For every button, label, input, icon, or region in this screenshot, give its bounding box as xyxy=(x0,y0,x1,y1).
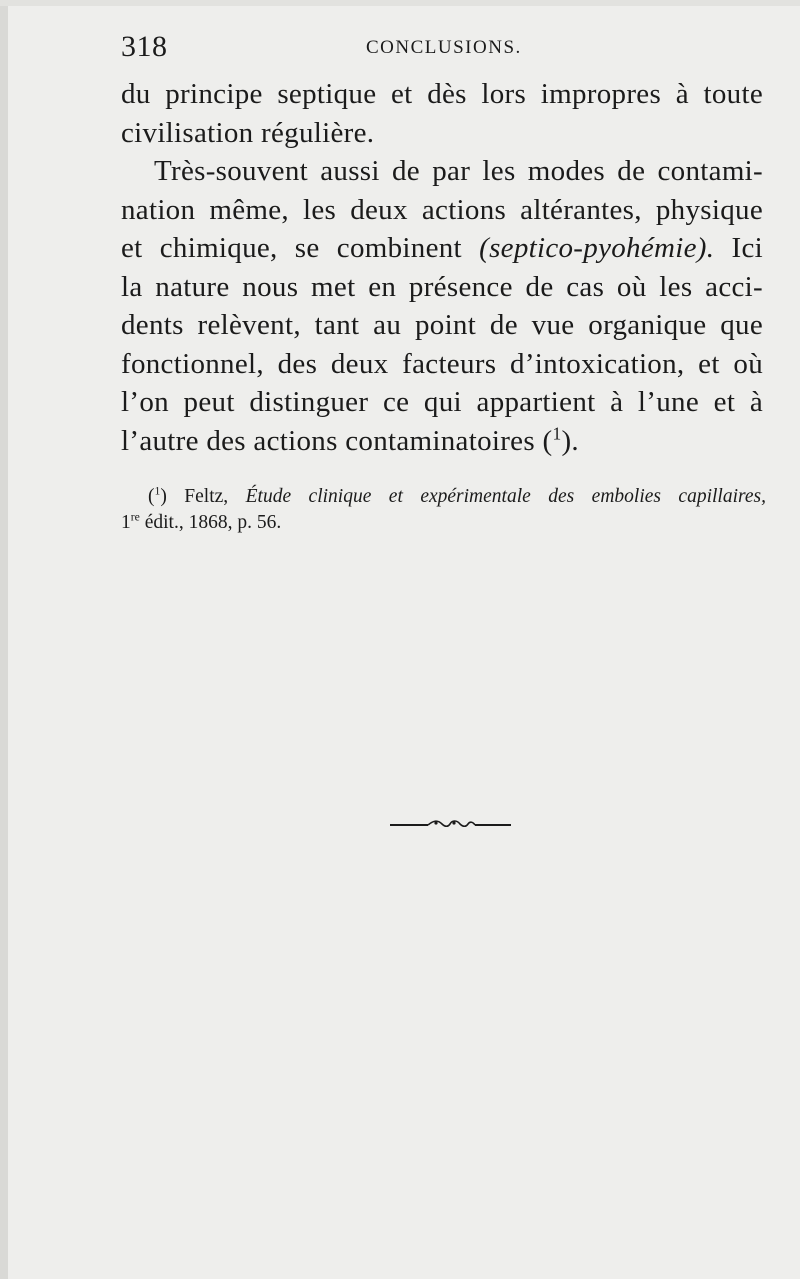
body-line: dents relèvent, tant au point de vue organique que xyxy=(121,309,763,341)
tailpiece-ornament xyxy=(388,814,513,834)
page-header xyxy=(121,30,761,70)
body-line: la nature nous met en présence de cas où les acci- xyxy=(121,270,763,303)
body-line: civilisation régulière. xyxy=(121,116,375,149)
edition-number: 1 xyxy=(121,512,131,533)
footnote-marker-close: ) xyxy=(160,486,167,507)
body-line xyxy=(121,422,763,461)
footnote-author: Feltz, xyxy=(166,486,246,507)
footnote-title: Étude clinique et expérimentale des embolies capillaires, xyxy=(245,486,766,507)
footnotes xyxy=(121,484,766,536)
footnote-line xyxy=(121,510,766,536)
footnote-reference[interactable]: 1 xyxy=(552,422,562,443)
page-top-edge xyxy=(0,0,800,6)
body-text xyxy=(121,75,763,460)
page-left-edge xyxy=(0,0,8,1279)
body-line: du principe septique et dès lors impropres à toute xyxy=(121,78,763,110)
body-line xyxy=(121,229,763,268)
body-text-run: Ici xyxy=(714,232,763,264)
paragraph-first-line: Très-souvent aussi de par les modes de contami- xyxy=(154,155,763,187)
body-line: nation même, les deux actions altérantes, physique xyxy=(121,193,763,226)
body-line: l’on peut distinguer ce qui appartient à l’une et à xyxy=(121,386,763,418)
footnote-marker-open: ( xyxy=(148,486,155,507)
page-number: 318 xyxy=(121,30,168,63)
footnote-marker-number: 1 xyxy=(154,484,161,498)
footnote-details: édit., 1868, p. 56. xyxy=(139,512,282,533)
running-head: CONCLUSIONS. xyxy=(366,37,522,58)
body-text-run: ). xyxy=(561,424,579,457)
footnote-line xyxy=(121,484,766,510)
body-text-run: l’autre des actions contaminatoires ( xyxy=(121,424,553,457)
edition-ordinal: re xyxy=(130,510,140,524)
italic-term: (septico-pyohémie). xyxy=(479,232,715,264)
body-line: fonctionnel, des deux facteurs d’intoxication, et où xyxy=(121,347,763,380)
body-text-run: et chimique, se combinent xyxy=(121,232,480,264)
